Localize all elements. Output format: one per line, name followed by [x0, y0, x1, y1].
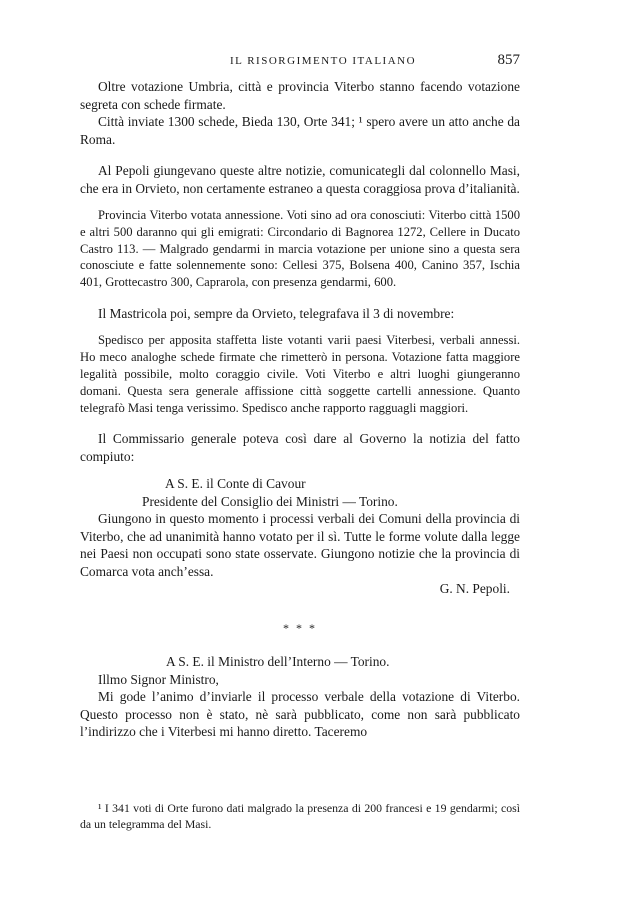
salutation: Illmo Signor Ministro,	[98, 671, 219, 687]
address-ministro-interno: A S. E. il Ministro dell’Interno — Torino.	[166, 654, 390, 670]
paragraph-provincia-viterbo: Provincia Viterbo votata annessione. Voti sino ad ora conosciuti: Viterbo città 1500 e altri 500 daranno qui gli emigrati: Circondario di Bagnorea 1272, Cellere in Ducato Castro 113. — Malgrado gendarmi in marcia votazione per unione sino a questa sera conosciute e fatte solennemente sono: Cellesi 375, Bolsena 400, Canino 357, Ischia 401, Grottecastro 300, Caprarola, con presenza gendarmi, 600.	[80, 208, 520, 290]
paragraph-mi-gode: Mi gode l’animo d’inviarle il processo verbale della votazione di Viterbo. Questo processo non è stato, nè sarà pubblicato, come non sarà pubblicato l’indirizzo che i Viterbesi mi hanno diretto. Taceremo	[80, 689, 520, 740]
body-text	[80, 78, 520, 741]
paragraph-spedisco: Spedisco per apposita staffetta liste votanti varii paesi Viterbesi, verbali annessi. Ho meco analoghe schede firmate che rimetterò in persona. Votazione fatta maggiore legalità possibile, molto coraggio civile. Voti Viterbo e altri luoghi giungeranno domani. Questa sera generale affissione città soggette cartelli annessione. Quanto telegrafò Masi tenga verissimo. Spedisco anche rapporto ragguagli maggiori.	[80, 333, 520, 415]
address-cavour-title: Presidente del Consiglio dei Ministri — Torino.	[142, 493, 398, 509]
paragraph-commissario: Il Commissario generale poteva così dare al Governo la notizia del fatto compiuto:	[80, 431, 520, 464]
address-cavour: A S. E. il Conte di Cavour	[165, 476, 306, 492]
paragraph-pepoli-notizie: Al Pepoli giungevano queste altre notizie, comunicategli dal colonnello Masi, che era in Orvieto, non certamente estraneo a questa coraggiosa prova d’italianità.	[80, 163, 520, 196]
paragraph-giungono: Giungono in questo momento i processi verbali dei Comuni della provincia di Viterbo, che ad unanimità hanno votato per il sì. Tutte le forme volute dalla legge nei Paesi non occupati sono state osservate. Giungono notizie che la provincia di Comarca vota anch’essa.	[80, 511, 520, 579]
footnote-text: ¹ I 341 voti di Orte furono dati malgrado la presenza di 200 francesi e 19 gendarmi; così da un telegramma del Masi.	[80, 801, 520, 831]
signature-pepoli: G. N. Pepoli.	[439, 581, 510, 597]
footnote	[80, 800, 520, 832]
page-header	[80, 52, 520, 69]
running-head: IL RISORGIMENTO ITALIANO	[230, 55, 417, 67]
paragraph-telegram-umbria: Oltre votazione Umbria, città e provincia Viterbo stanno facendo votazione segreta con schede firmate.	[80, 79, 520, 112]
section-divider-asterisks: * * *	[283, 620, 317, 635]
paragraph-telegram-schede: Città inviate 1300 schede, Bieda 130, Orte 341; ¹ spero avere un atto anche da Roma.	[80, 114, 520, 147]
paragraph-mastricola: Il Mastricola poi, sempre da Orvieto, telegrafava il 3 di novembre:	[98, 305, 455, 321]
page-number: 857	[497, 52, 520, 68]
